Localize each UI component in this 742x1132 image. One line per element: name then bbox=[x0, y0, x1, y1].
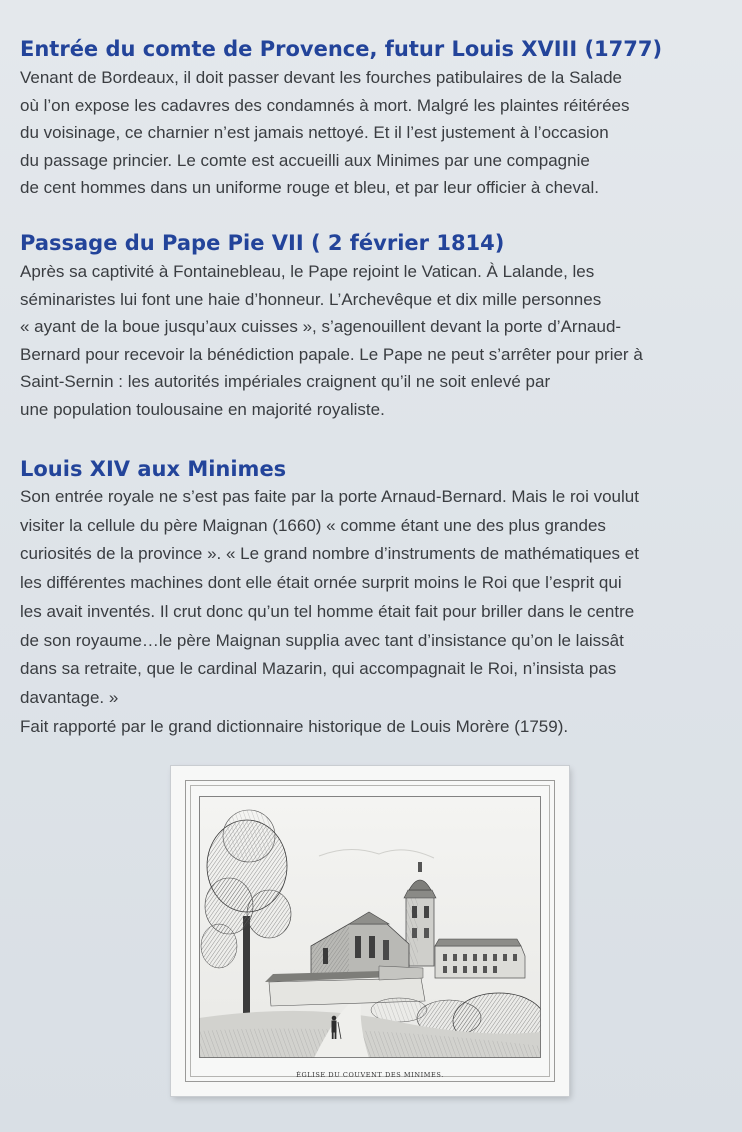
paragraph-line: les avait inventés. Il crut donc qu’un tel homme était fait pour briller dans le centre bbox=[20, 601, 635, 621]
source-note: Fait rapporté par le grand dictionnaire historique de Louis Morère (1759). bbox=[20, 716, 569, 736]
paragraph-line: les différentes machines dont elle était ornée surprit moins le Roi que l’esprit qui bbox=[20, 573, 622, 593]
engraving-caption: ÉGLISE DU COUVENT DES MINIMES. bbox=[296, 1071, 444, 1079]
paragraph-line: davantage. » bbox=[20, 687, 119, 707]
section-heading: Entrée du comte de Provence, futur Louis XVIII (1777) bbox=[20, 37, 663, 61]
paragraph-line: où l’on expose les cadavres des condamnés à mort. Malgré les plaintes réitérées bbox=[20, 95, 630, 115]
section-comte-de-provence bbox=[20, 36, 728, 202]
paragraph-line: curiosités de la province ». « Le grand nombre d’instruments de mathématiques et bbox=[20, 544, 639, 564]
section-louis-xiv bbox=[20, 456, 728, 741]
church-engraving-image bbox=[199, 796, 541, 1058]
paragraph-line: Bernard pour recevoir la bénédiction papale. Le Pape ne peut s’arrêter pour prier à bbox=[20, 344, 643, 364]
paragraph-line: dans sa retraite, que le cardinal Mazarin, qui accompagnait le Roi, n’insista pas bbox=[20, 659, 617, 679]
engraving-frame bbox=[171, 766, 569, 1096]
paragraph-line: du passage princier. Le comte est accueilli aux Minimes par une compagnie bbox=[20, 150, 590, 170]
paragraph-line: « ayant de la boue jusqu’aux cuisses », s’agenouillent devant la porte d’Arnaud- bbox=[20, 317, 622, 336]
paragraph-line: une population toulousaine en majorité royaliste. bbox=[20, 399, 385, 419]
section-heading: Passage du Pape Pie VII ( 2 février 1814) bbox=[20, 231, 505, 255]
paragraph-line: de cent hommes dans un uniforme rouge et bleu, et par leur officier à cheval. bbox=[20, 178, 599, 197]
paragraph-line: Venant de Bordeaux, il doit passer devant les fourches patibulaires de la Salade bbox=[20, 68, 623, 87]
paragraph-line: visiter la cellule du père Maignan (1660) « comme étant une des plus grandes bbox=[20, 515, 606, 535]
section-heading: Louis XIV aux Minimes bbox=[20, 457, 287, 481]
paragraph-line: Saint-Sernin : les autorités impériales craignent qu’il ne soit enlevé par bbox=[20, 372, 551, 391]
paragraph-line: Son entrée royale ne s’est pas faite par la porte Arnaud-Bernard. Mais le roi voulut bbox=[20, 487, 639, 506]
paragraph-line: de son royaume…le père Maignan supplia avec tant d’insistance qu’on le laissât bbox=[20, 630, 624, 650]
paragraph-line: séminaristes lui font une haie d’honneur. L’Archevêque et dix mille personnes bbox=[20, 289, 602, 309]
paragraph-line: Après sa captivité à Fontainebleau, le Pape rejoint le Vatican. À Lalande, les bbox=[20, 262, 595, 281]
section-pape-pie-vii bbox=[20, 230, 728, 423]
paragraph-line: du voisinage, ce charnier n’est jamais nettoyé. Et il l’est justement à l’occasion bbox=[20, 123, 609, 142]
